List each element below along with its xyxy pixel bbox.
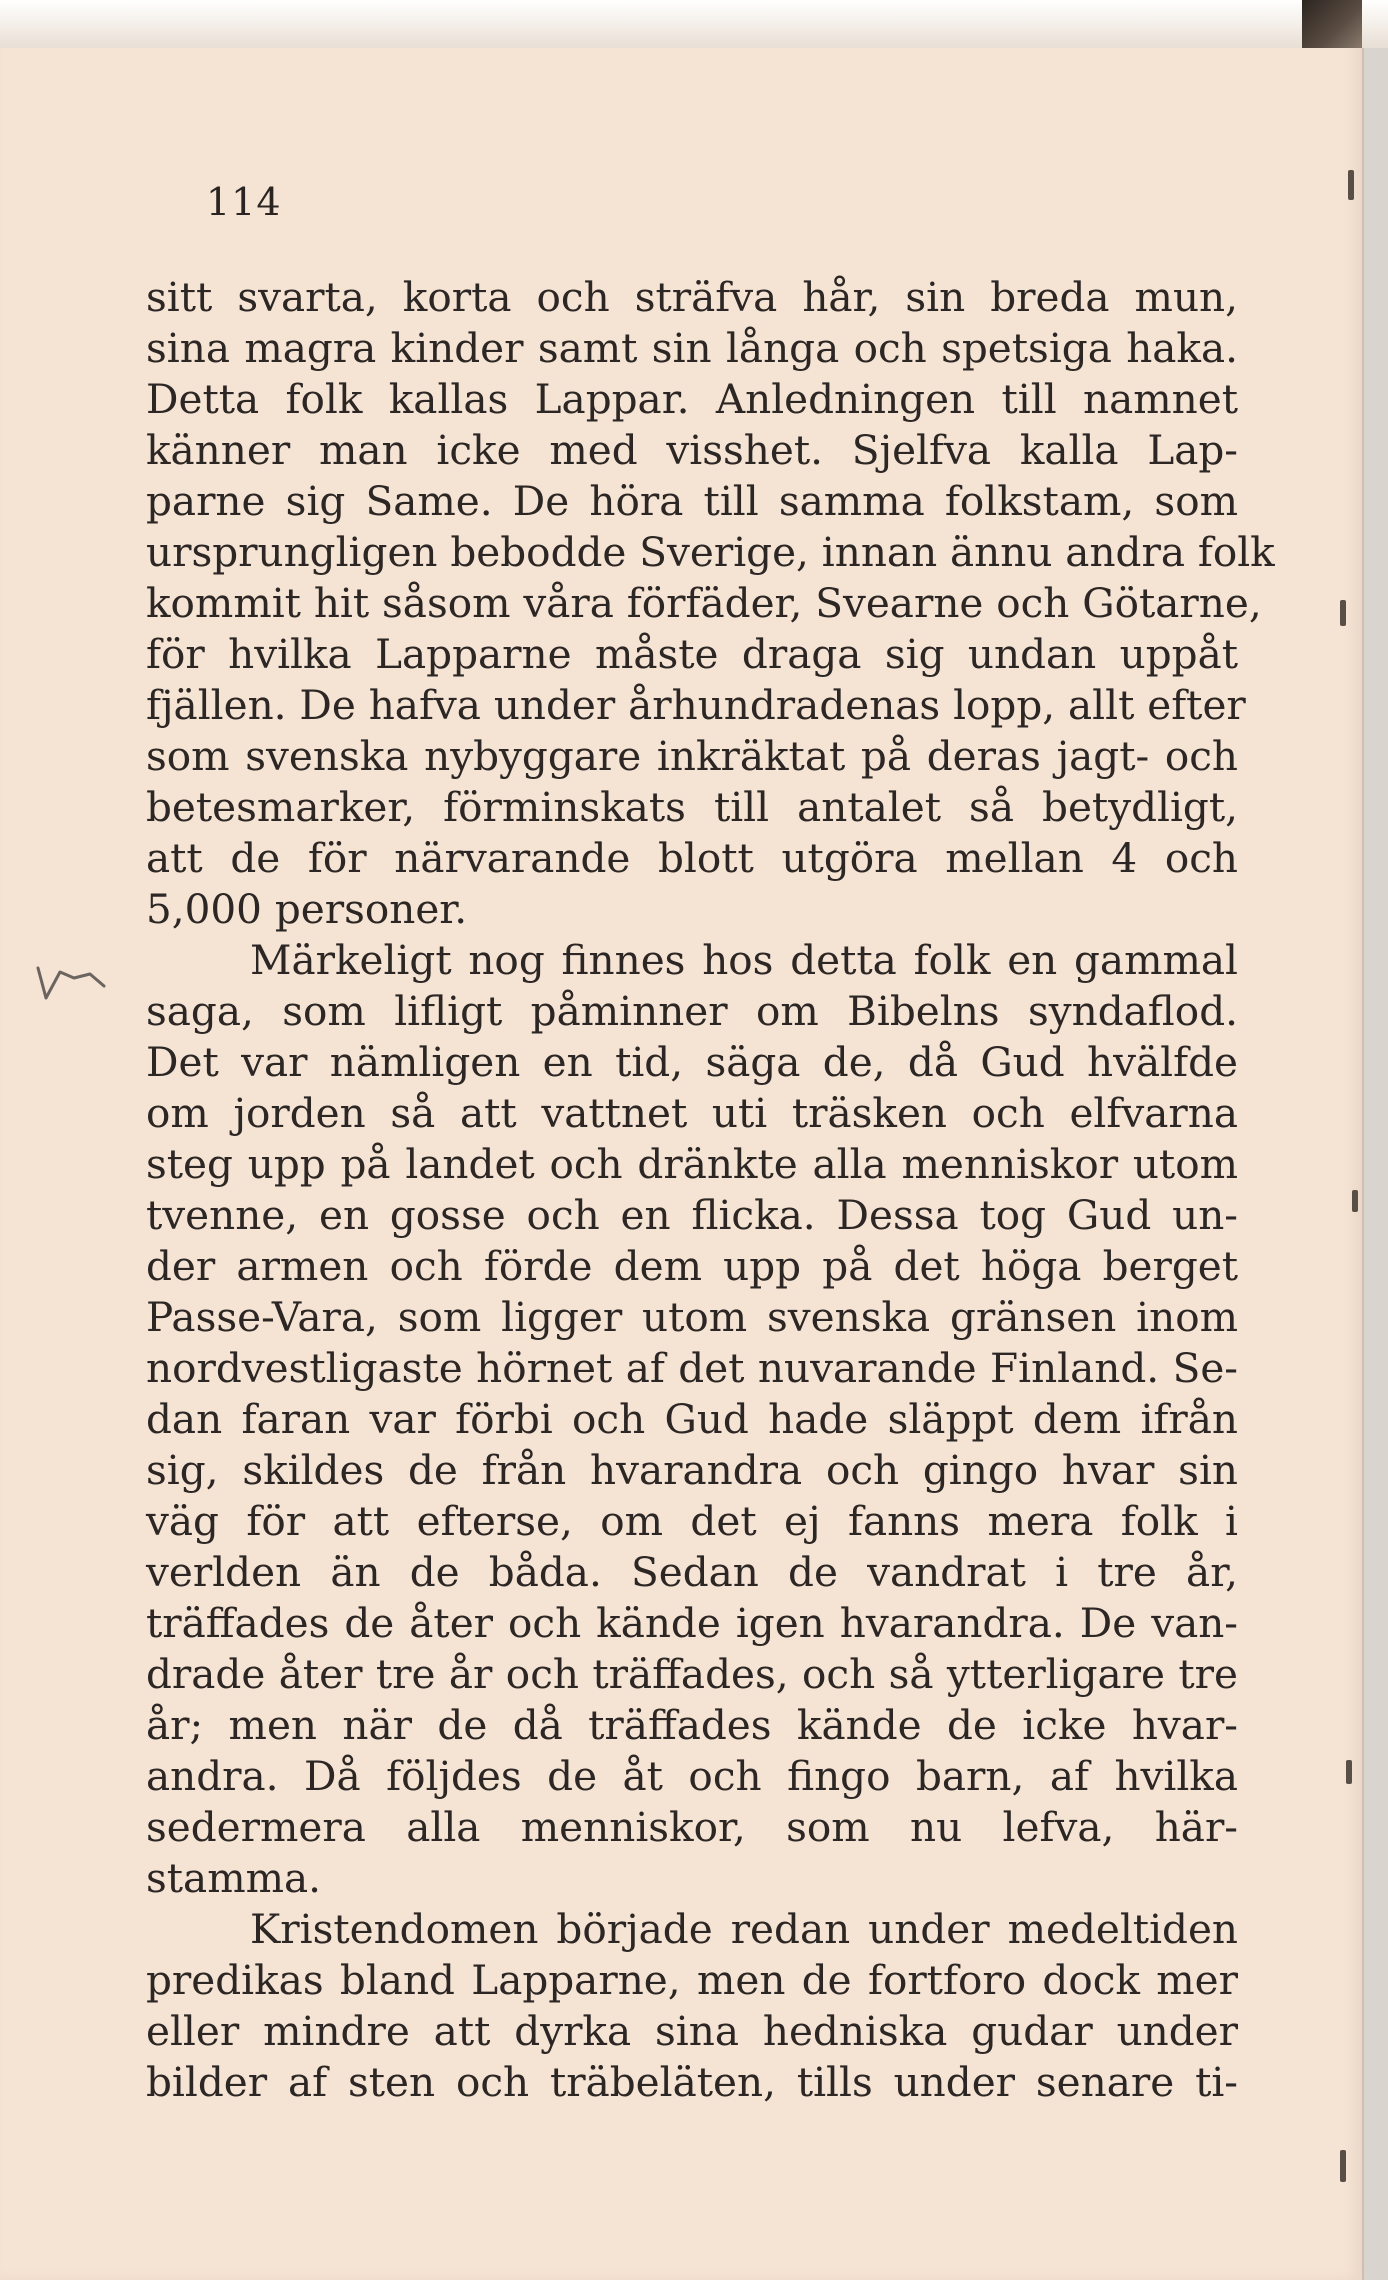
text-line: år; men när de då träffades kände de icke hvar- [146,1701,1238,1749]
text-line: dan faran var förbi och Gud hade släppt dem ifrån [146,1395,1238,1443]
text-line: ursprungligen bebodde Sverige, innan ännu andra folk [146,528,1275,576]
text-line: saga, som lifligt påminner om Bibelns syndaflod. [146,987,1238,1035]
edge-mark [1348,170,1354,200]
text-line: eller mindre att dyrka sina hedniska gudar under [146,2007,1238,2055]
text-line: träffades de åter och kände igen hvarandra. De van- [146,1599,1238,1647]
text-line: bilder af sten och träbeläten, tills under senare ti- [146,2058,1238,2106]
text-line: verlden än de båda. Sedan de vandrat i tre år, [146,1548,1238,1596]
text-line: fjällen. De hafva under århundradenas lopp, allt efter [146,681,1246,729]
text-line: om jorden så att vattnet uti träsken och elfvarna [146,1089,1238,1137]
edge-mark [1340,2150,1346,2182]
binding-corner [1302,0,1362,48]
edge-mark [1346,1760,1352,1784]
page-number: 114 [206,180,282,224]
page-top-edge [0,0,1388,48]
text-line: Märkeligt nog finnes hos detta folk en gammal [250,936,1238,984]
text-line: att de för närvarande blott utgöra mellan 4 och [146,834,1238,882]
text-line: Detta folk kallas Lappar. Anledningen till namnet [146,375,1238,423]
edge-mark [1340,600,1346,626]
text-line: sig, skildes de från hvarandra och gingo hvar sin [146,1446,1238,1494]
body-text [146,272,1275,2108]
text-line: sedermera alla menniskor, som nu lefva, här- [146,1803,1238,1851]
text-line: tvenne, en gosse och en flicka. Dessa tog Gud un- [146,1191,1238,1239]
text-line: parne sig Same. De höra till samma folkstam, som [146,477,1238,525]
text-line: der armen och förde dem upp på det höga berget [146,1242,1238,1290]
text-line: 5,000 personer. [146,885,468,933]
text-line: för hvilka Lapparne måste draga sig undan uppåt [146,630,1238,678]
text-line: nordvestligaste hörnet af det nuvarande Finland. Se- [146,1344,1238,1392]
text-line: kommit hit såsom våra förfäder, Svearne och Götarne, [146,579,1262,627]
text-line: Det var nämligen en tid, säga de, då Gud hvälfde [146,1038,1238,1086]
text-line: steg upp på landet och dränkte alla menniskor utom [146,1140,1238,1188]
text-line: stamma. [146,1854,322,1902]
text-line: Kristendomen började redan under medeltiden [250,1905,1238,1953]
edge-mark [1352,1190,1358,1212]
text-line: väg för att efterse, om det ej fanns mera folk i [146,1497,1238,1545]
text-line: sitt svarta, korta och sträfva hår, sin breda mun, [146,273,1238,321]
text-line: betesmarker, förminskats till antalet så betydligt, [146,783,1238,831]
text-line: sina magra kinder samt sin långa och spetsiga haka. [146,324,1238,372]
pencil-check-mark [34,958,124,1008]
text-line: predikas bland Lapparne, men de fortforo dock mer [146,1956,1238,2004]
text-line: drade åter tre år och träffades, och så ytterligare tre [146,1650,1238,1698]
text-line: känner man icke med visshet. Sjelfva kalla Lap- [146,426,1238,474]
text-line: andra. Då följdes de åt och fingo barn, af hvilka [146,1752,1238,1800]
text-line: som svenska nybyggare inkräktat på deras jagt- och [146,732,1238,780]
text-line: Passe-Vara, som ligger utom svenska gränsen inom [146,1293,1238,1341]
